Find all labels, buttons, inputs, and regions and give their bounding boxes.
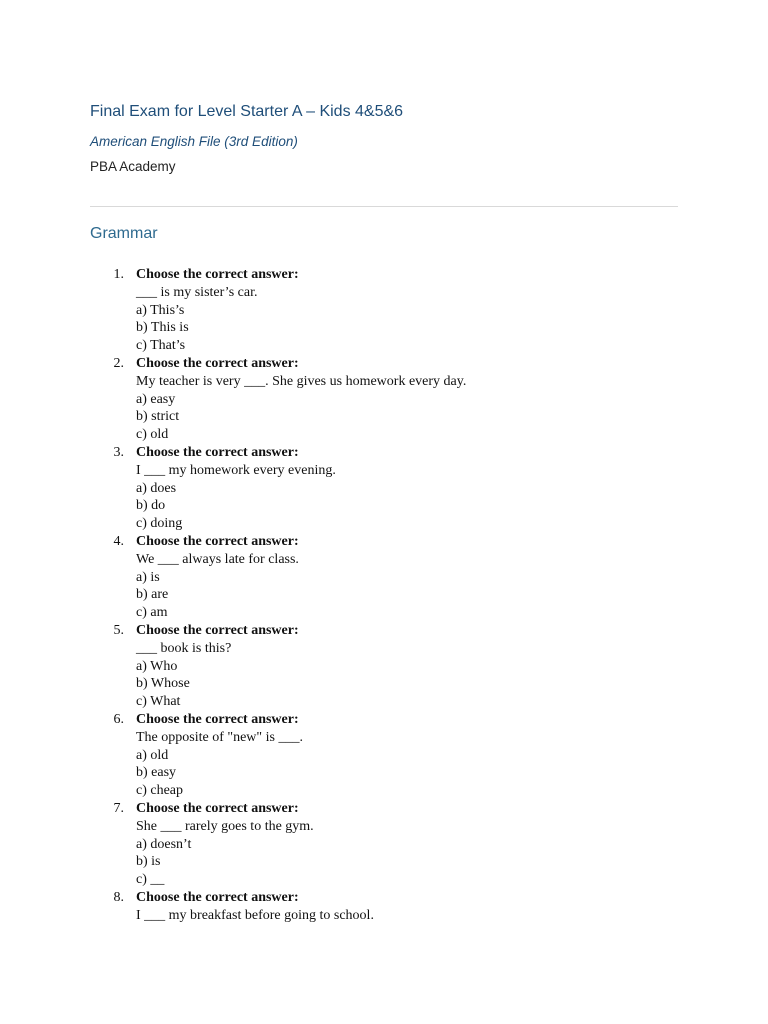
answer-option: a) easy: [136, 391, 176, 407]
question-number: 6.: [113, 711, 124, 727]
answer-option: c) am: [136, 605, 168, 621]
answer-option: c) What: [136, 694, 181, 710]
answer-option: c) cheap: [136, 783, 184, 799]
question-item: [0, 711, 768, 800]
question-instruction: Choose the correct answer:: [136, 267, 299, 282]
question-number: 8.: [113, 889, 124, 905]
question-number: 3.: [113, 444, 124, 460]
question-instruction: Choose the correct answer:: [136, 444, 299, 460]
section-heading-grammar: Grammar: [90, 225, 158, 242]
question-instruction: Choose the correct answer:: [136, 711, 299, 727]
document-subtitle: American English File (3rd Edition): [90, 134, 298, 149]
question-item: [0, 800, 768, 889]
question-instruction: Choose the correct answer:: [136, 533, 299, 549]
question-number: 4.: [113, 533, 124, 549]
answer-option: c) old: [136, 427, 169, 443]
question-instruction: Choose the correct answer:: [136, 622, 299, 638]
answer-option: c) __: [136, 872, 165, 888]
question-list: [0, 266, 768, 924]
question-item: [0, 622, 768, 711]
question-prompt: She ___ rarely goes to the gym.: [136, 818, 314, 834]
answer-option: a) is: [136, 569, 160, 585]
question-prompt: I ___ my breakfast before going to school.: [136, 907, 374, 923]
answer-option: b) easy: [136, 765, 177, 781]
answer-option: b) are: [136, 587, 169, 603]
question-instruction: Choose the correct answer:: [136, 800, 299, 816]
answer-option: a) This’s: [136, 302, 185, 318]
document-title: Final Exam for Level Starter A – Kids 4&5&6: [90, 103, 404, 120]
question-number: 5.: [113, 622, 124, 638]
answer-option: b) is: [136, 854, 161, 870]
answer-option: b) This is: [136, 320, 189, 336]
question-number: 7.: [113, 800, 124, 816]
answer-option: c) doing: [136, 516, 183, 532]
question-prompt: The opposite of "new" is ___.: [136, 729, 303, 745]
question-instruction: Choose the correct answer:: [136, 889, 299, 905]
answer-option: b) strict: [136, 409, 180, 425]
question-item: [0, 266, 768, 355]
question-prompt: ___ is my sister’s car.: [136, 284, 258, 300]
answer-option: a) Who: [136, 658, 178, 674]
question-instruction: Choose the correct answer:: [136, 355, 299, 371]
question-prompt: I ___ my homework every evening.: [136, 462, 336, 478]
answer-option: c) That’s: [136, 338, 186, 354]
question-prompt: We ___ always late for class.: [136, 551, 299, 567]
question-item: [0, 533, 768, 622]
section-divider: [90, 206, 678, 207]
answer-option: b) Whose: [136, 676, 190, 692]
answer-option: b) do: [136, 498, 166, 514]
answer-option: a) old: [136, 747, 169, 763]
answer-option: a) doesn’t: [136, 836, 192, 852]
question-item: [0, 444, 768, 533]
question-prompt: My teacher is very ___. She gives us homework every day.: [136, 373, 467, 389]
question-prompt: ___ book is this?: [136, 640, 232, 656]
question-item: [0, 355, 768, 444]
question-number: 1.: [113, 267, 124, 282]
organization-name: PBA Academy: [90, 159, 176, 174]
question-number: 2.: [113, 355, 124, 371]
answer-option: a) does: [136, 480, 177, 496]
question-item: [0, 889, 768, 925]
